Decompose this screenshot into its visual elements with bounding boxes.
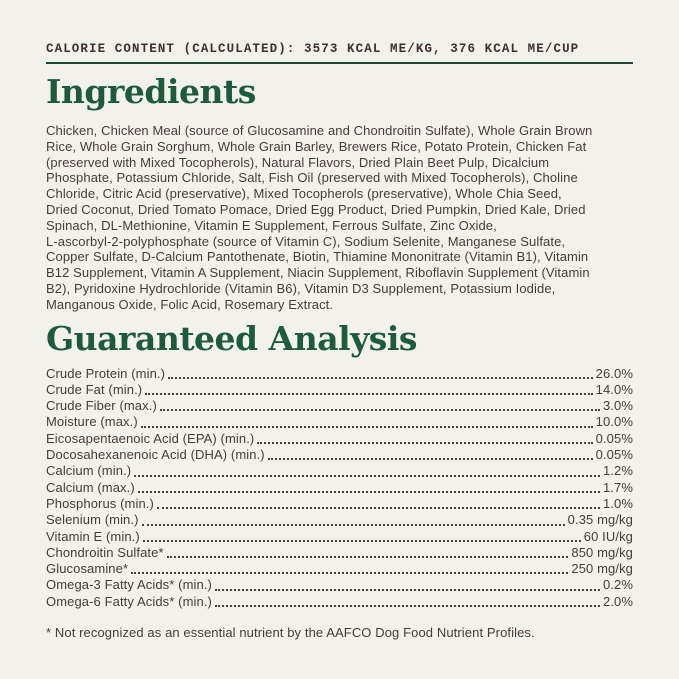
analysis-row <box>46 512 633 528</box>
analysis-label: Calcium (max.) <box>46 479 135 495</box>
analysis-row <box>46 561 633 577</box>
ingredients-line: Chloride, Citric Acid (preservative), Mixed Tocopherols (preservative), Whole Chia Seed, <box>46 186 562 202</box>
analysis-label: Phosphorus (min.) <box>46 495 154 511</box>
ingredients-title: Ingredients <box>46 72 256 111</box>
analysis-value: 0.35 mg/kg <box>567 512 633 528</box>
dot-leader <box>268 458 593 460</box>
ingredients-line: Spinach, DL-Methionine, Vitamin E Supplement, Ferrous Sulfate, Zinc Oxide, <box>46 217 497 233</box>
analysis-row <box>46 496 633 512</box>
dot-leader <box>131 572 568 574</box>
ingredients-line: Manganous Oxide, Folic Acid, Rosemary Extract. <box>46 296 334 312</box>
analysis-row <box>46 463 633 479</box>
analysis-row <box>46 529 633 545</box>
analysis-label: Glucosamine* <box>46 561 129 577</box>
analysis-label: Crude Fiber (max.) <box>46 398 157 414</box>
dot-leader <box>138 491 600 493</box>
ingredients-line: Dried Coconut, Dried Tomato Pomace, Dried Egg Product, Dried Pumpkin, Dried Kale, Dried <box>46 201 586 217</box>
analysis-label: Omega-3 Fatty Acids* (min.) <box>46 577 212 593</box>
analysis-label: Docosahexanenoic Acid (DHA) (min.) <box>46 447 265 463</box>
dot-leader <box>143 540 581 542</box>
ingredients-line: B12 Supplement, Vitamin A Supplement, Niacin Supplement, Riboflavin Supplement (Vitamin <box>46 265 590 281</box>
analysis-value: 1.0% <box>602 495 633 511</box>
analysis-value: 26.0% <box>595 365 633 381</box>
ingredients-line: Chicken, Chicken Meal (source of Glucosamine and Chondroitin Sulfate), Whole Grain Brown <box>46 123 593 138</box>
analysis-row <box>46 545 633 561</box>
analysis-value: 0.05% <box>595 430 633 446</box>
dot-leader <box>257 442 592 444</box>
analysis-value: 1.2% <box>602 463 633 479</box>
analysis-label: Moisture (max.) <box>46 414 138 430</box>
analysis-label: Calcium (min.) <box>46 463 132 479</box>
analysis-value: 0.2% <box>602 577 633 593</box>
analysis-row <box>46 480 633 496</box>
analysis-value: 850 mg/kg <box>571 544 633 560</box>
analysis-value: 0.05% <box>595 447 633 463</box>
analysis-value: 60 IU/kg <box>583 528 633 544</box>
dot-leader <box>215 605 600 607</box>
analysis-value: 14.0% <box>595 381 633 397</box>
analysis-label: Crude Protein (min.) <box>46 365 166 381</box>
ingredients-line: Phosphate, Potassium Chloride, Salt, Fish Oil (preserved with Mixed Tocopherols), Choline <box>46 170 578 186</box>
dot-leader <box>134 475 600 477</box>
dot-leader <box>141 426 593 428</box>
analysis-value: 250 mg/kg <box>571 561 633 577</box>
guaranteed-analysis-title: Guaranteed Analysis <box>46 318 417 358</box>
analysis-row <box>46 366 633 382</box>
analysis-row <box>46 431 633 447</box>
ingredients-paragraph <box>46 123 633 313</box>
dot-leader <box>145 393 592 395</box>
guaranteed-analysis-table <box>46 366 633 610</box>
dot-leader <box>157 507 600 509</box>
dot-leader <box>168 377 593 379</box>
analysis-row <box>46 594 633 610</box>
ingredients-line: (preserved with Mixed Tocopherols), Natural Flavors, Dried Plain Beet Pulp, Dicalcium <box>46 154 550 170</box>
analysis-row <box>46 398 633 414</box>
analysis-label: Vitamin E (min.) <box>46 528 140 544</box>
analysis-row <box>46 447 633 463</box>
ingredients-line: Rice, Whole Grain Sorghum, Whole Grain Barley, Brewers Rice, Potato Protein, Chicken Fat <box>46 138 587 154</box>
header-divider <box>46 62 633 64</box>
analysis-value: 1.7% <box>602 479 633 495</box>
analysis-label: Crude Fat (min.) <box>46 381 143 397</box>
analysis-label: Eicosapentaenoic Acid (EPA) (min.) <box>46 430 255 446</box>
calorie-content-line: CALORIE CONTENT (CALCULATED): 3573 KCAL ME/KG, 376 KCAL ME/CUP <box>46 42 580 56</box>
dot-leader <box>160 409 600 411</box>
ingredients-line: Copper Sulfate, D-Calcium Pantothenate, Biotin, Thiamine Mononitrate (Vitamin B1), Vitamin <box>46 249 589 265</box>
ingredients-line: B2), Pyridoxine Hydrochloride (Vitamin B6), Vitamin D3 Supplement, Potassium Iodide, <box>46 280 556 296</box>
dot-leader <box>142 524 565 526</box>
analysis-value: 10.0% <box>595 414 633 430</box>
analysis-row <box>46 577 633 593</box>
analysis-row <box>46 382 633 398</box>
dot-leader <box>167 556 569 558</box>
analysis-label: Omega-6 Fatty Acids* (min.) <box>46 593 212 609</box>
ingredients-line: L-ascorbyl-2-polyphosphate (source of Vitamin C), Sodium Selenite, Manganese Sulfate, <box>46 233 566 249</box>
analysis-value: 3.0% <box>602 398 633 414</box>
aafco-footnote: * Not recognized as an essential nutrient by the AAFCO Dog Food Nutrient Profiles. <box>46 625 535 641</box>
analysis-label: Selenium (min.) <box>46 512 139 528</box>
analysis-row <box>46 414 633 430</box>
analysis-label: Chondroitin Sulfate* <box>46 544 164 560</box>
dot-leader <box>215 589 600 591</box>
analysis-value: 2.0% <box>602 593 633 609</box>
